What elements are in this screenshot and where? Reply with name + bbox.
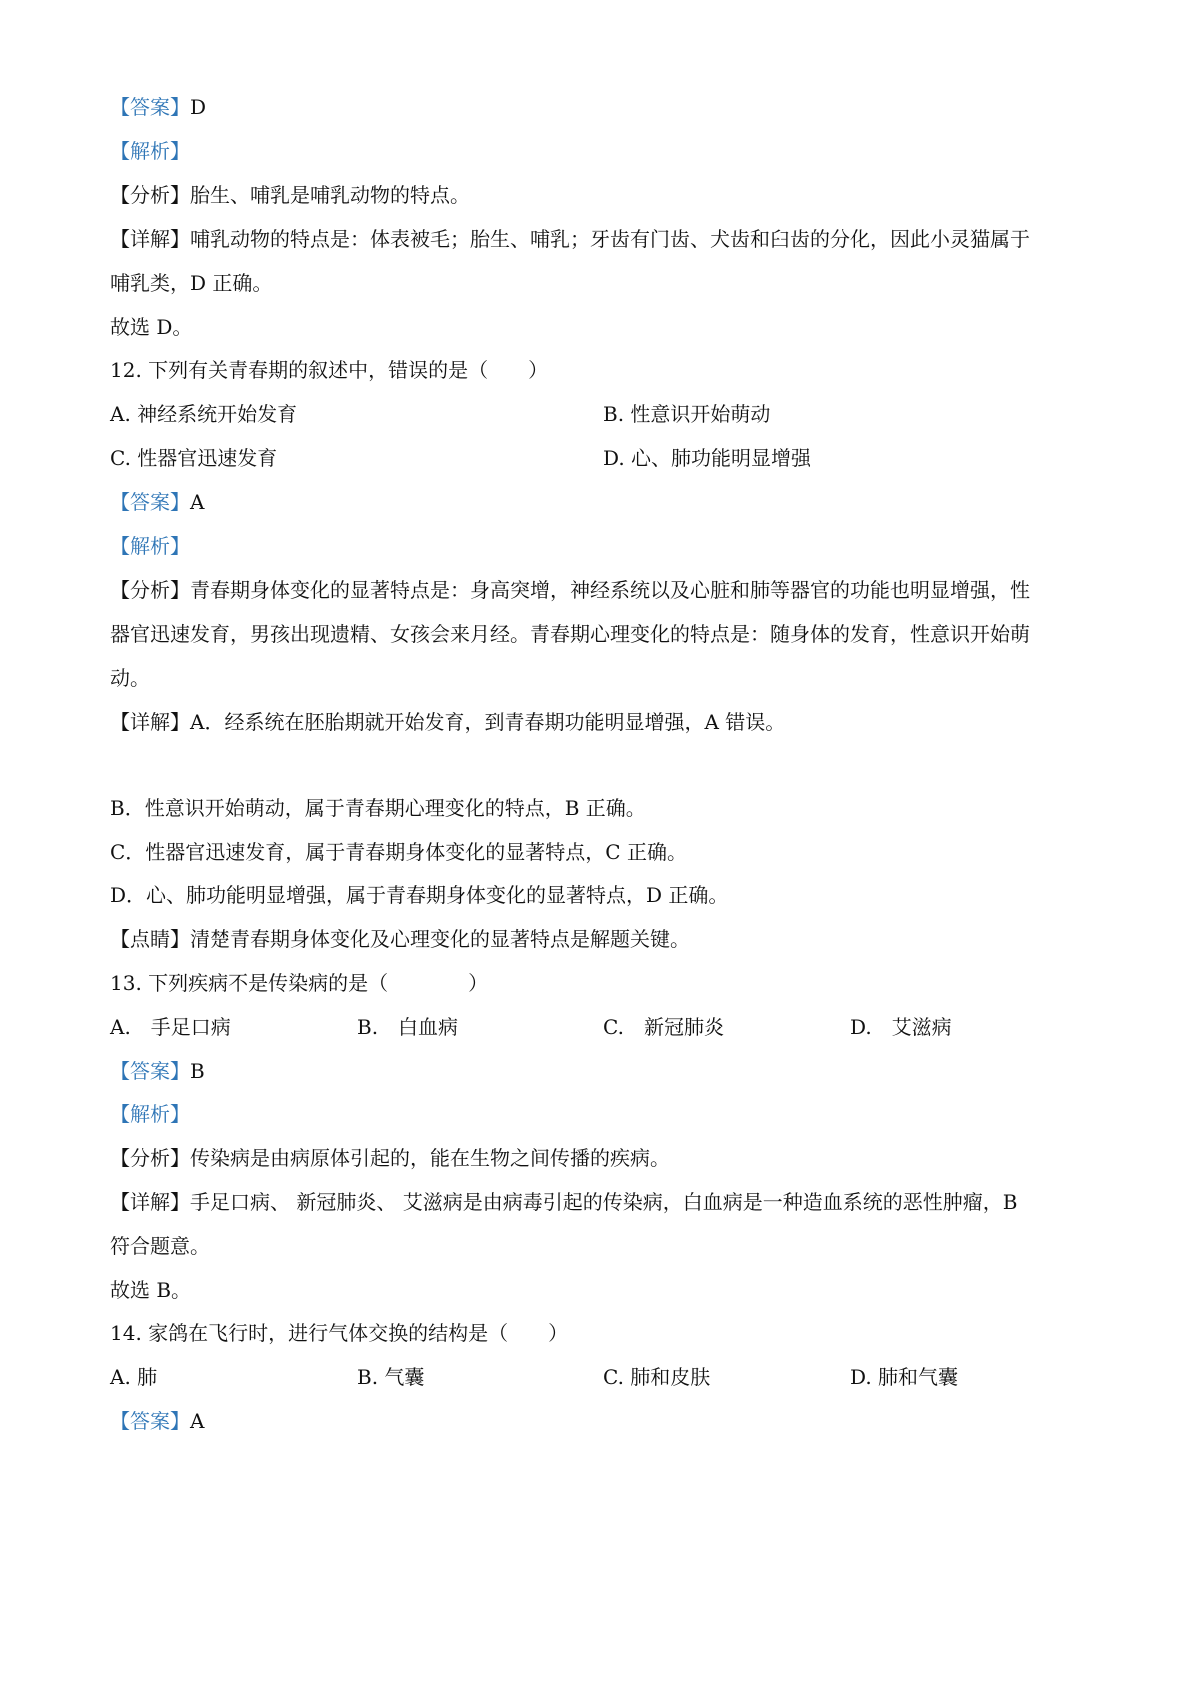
q12-xiangjie-b: B．性意识开始萌动，属于青春期心理变化的特点，B 正确。 bbox=[110, 796, 646, 820]
answer-tag: 【答案】 bbox=[110, 95, 190, 119]
q13-analysis-tag: 【解析】 bbox=[110, 1102, 190, 1126]
q13-option-d: D. 艾滋病 bbox=[850, 1015, 952, 1039]
question-12-stem: 12. 下列有关青春期的叙述中，错误的是（ ） bbox=[110, 358, 549, 382]
q13-xiangjie-line1: 【详解】手足口病、 新冠肺炎、 艾滋病是由病毒引起的传染病，白血病是一种造血系统的恶性肿瘤，B bbox=[110, 1190, 1018, 1214]
question-13-stem: 13. 下列疾病不是传染病的是（ ） bbox=[110, 971, 489, 995]
q14-answer-line bbox=[110, 1407, 204, 1435]
question-14-stem: 14. 家鸽在飞行时，进行气体交换的结构是（ ） bbox=[110, 1321, 569, 1345]
q13-option-a: A. 手足口病 bbox=[110, 1015, 231, 1039]
q12-fenxi-line1: 【分析】青春期身体变化的显著特点是：身高突增，神经系统以及心脏和肺等器官的功能也明显增强，性 bbox=[110, 578, 1030, 602]
analysis-xiangjie-line1: 【详解】哺乳动物的特点是：体表被毛；胎生、哺乳；牙齿有门齿、犬齿和臼齿的分化，因此小灵猫属于 bbox=[110, 227, 1030, 251]
q12-fenxi-line3: 动。 bbox=[110, 666, 150, 690]
q13-option-b: B. 白血病 bbox=[357, 1015, 459, 1039]
q12-answer-line bbox=[110, 488, 204, 516]
answer-value: A bbox=[190, 490, 205, 514]
q13-answer-line bbox=[110, 1057, 205, 1085]
answer-value: B bbox=[190, 1059, 205, 1083]
q13-choice: 故选 B。 bbox=[110, 1278, 192, 1302]
answer-tag: 【答案】 bbox=[110, 1409, 190, 1433]
analysis-tag: 【解析】 bbox=[110, 139, 190, 163]
q14-option-b: B. 气囊 bbox=[357, 1365, 425, 1389]
q14-option-c: C. 肺和皮肤 bbox=[603, 1365, 711, 1389]
q12-option-c: C. 性器官迅速发育 bbox=[110, 446, 278, 470]
analysis-fenxi: 【分析】胎生、哺乳是哺乳动物的特点。 bbox=[110, 183, 470, 207]
q12-fenxi-line2: 器官迅速发育，男孩出现遗精、女孩会来月经。青春期心理变化的特点是：随身体的发育，性意识开始萌 bbox=[110, 622, 1030, 646]
answer-tag: 【答案】 bbox=[110, 1059, 190, 1083]
q12-dianjing: 【点睛】清楚青春期身体变化及心理变化的显著特点是解题关键。 bbox=[110, 927, 690, 951]
answer-value: D bbox=[190, 95, 207, 119]
q12-option-a: A. 神经系统开始发育 bbox=[110, 402, 298, 426]
q13-option-c: C. 新冠肺炎 bbox=[603, 1015, 724, 1039]
answer-value: A bbox=[190, 1409, 205, 1433]
q12-xiangjie-a: 【详解】A．经系统在胚胎期就开始发育，到青春期功能明显增强，A 错误。 bbox=[110, 710, 786, 734]
q12-xiangjie-c: C．性器官迅速发育，属于青春期身体变化的显著特点，C 正确。 bbox=[110, 840, 687, 864]
q12-analysis-tag: 【解析】 bbox=[110, 534, 190, 558]
choice-text: 故选 D。 bbox=[110, 315, 193, 339]
analysis-xiangjie-line2: 哺乳类，D 正确。 bbox=[110, 271, 273, 295]
answer-line bbox=[110, 93, 206, 121]
q13-fenxi: 【分析】传染病是由病原体引起的，能在生物之间传播的疾病。 bbox=[110, 1146, 670, 1170]
q12-option-d: D. 心、肺功能明显增强 bbox=[603, 446, 812, 470]
q14-option-d: D. 肺和气囊 bbox=[850, 1365, 959, 1389]
answer-tag: 【答案】 bbox=[110, 490, 190, 514]
q12-option-b: B. 性意识开始萌动 bbox=[603, 402, 771, 426]
q12-xiangjie-d: D．心、肺功能明显增强，属于青春期身体变化的显著特点，D 正确。 bbox=[110, 883, 729, 907]
q14-option-a: A. 肺 bbox=[110, 1365, 158, 1389]
q13-xiangjie-line2: 符合题意。 bbox=[110, 1234, 210, 1258]
